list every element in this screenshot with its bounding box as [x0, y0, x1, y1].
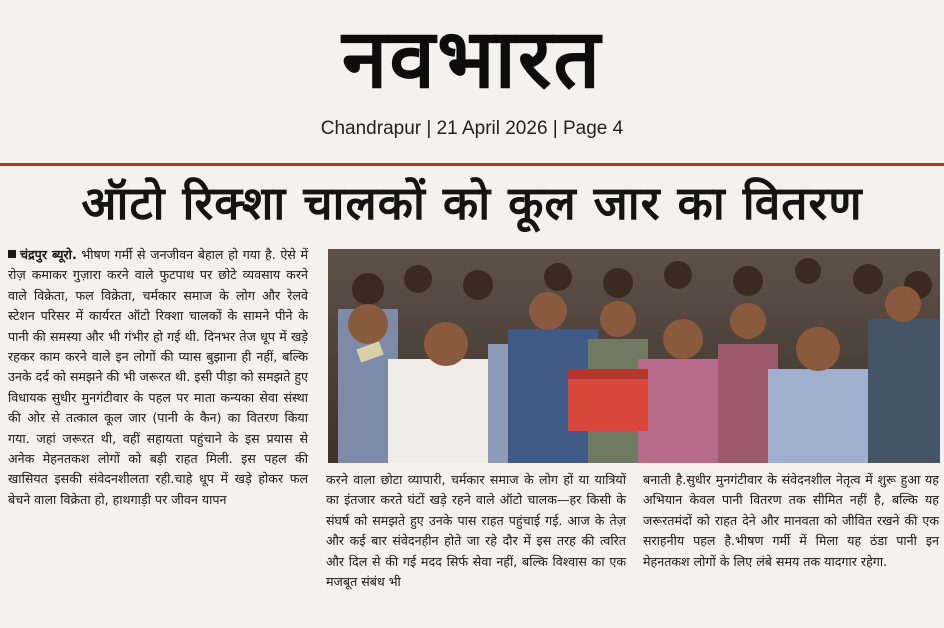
masthead	[0, 0, 944, 164]
article-headline: ऑटो रिक्शा चालकों को कूल जार का वितरण	[81, 176, 863, 230]
byline: चंद्रपुर ब्यूरो.	[20, 247, 77, 262]
masthead-divider	[0, 163, 944, 166]
article-column-2	[326, 470, 626, 592]
news-photo	[328, 249, 940, 463]
column-3-text: बनाती है.सुधीर मुनगंटीवार के संवेदनशील नेतृत्व में शुरू हुआ यह अभियान केवल पानी वितरण तक सीमित नहीं है, बल्कि यह जरूरतमंदों को राहत देने और मानवता को जीवित रखने की एक सराहनीय पहल है.भीषण गर्मी में मिला यह ठंडा पानी इन मेहनतकश लोगों के लिए लंबे समय तक यादगार रहेगा.	[643, 472, 939, 569]
column-1-text: भीषण गर्मी से जनजीवन बेहाल हो गया है. ऐसे में रोज़ कमाकर गुज़ारा करने वाले फुटपाथ पर छोटे व्यवसाय करने वाले विक्रेता, फल विक्रेता, चर्मकार समाज के लोग और रेलवे स्टेशन परिसर में कार्यरत ऑटो रिक्शा चालकों के सामने पीने के पानी की समस्या और भी गंभीर हो गई थी. दिनभर तेज धूप में खड़े रहकर काम करने वाले इन लोगों की प्यास बुझाना ही नहीं, बल्कि उनके दर्द को समझने की भी जरूरत थी. इसी पीड़ा को समझते हुए विधायक सुधीर मुनगंटीवार के पहल पर माता कन्यका सेवा संस्था की ओर से तत्काल कूल जार (पानी के कैन) का वितरण किया गया. जहां जरूरत थी, वहीं सहायता पहुंचाने के इस प्रयास से अनेक मेहनतकश लोगों को बड़ी राहत मिली. इस पहल की खासियत इसकी संवेदनशीलता रही.चाहे धूप में खड़े होकर फल बेचने वाला विक्रेता हो, हाथगाड़ी पर जीवन यापन	[8, 247, 308, 507]
column-2-text: करने वाला छोटा व्यापारी, चर्मकार समाज के लोग हों या यात्रियों का इंतजार करते घंटों खड़े रहने वाले ऑटो चालक—हर किसी के संघर्ष को समझते हुए उनके पास राहत पहुंचाई गई. आज के तेज़ और कई बार संवेदनहीन होते जा रहे दौर में इस तरह की त्वरित और दिल से की गई मदद सिर्फ सेवा नहीं, बल्कि विश्वास का एक मजबूत संबंध भी	[326, 472, 626, 590]
article-column-3	[643, 470, 939, 572]
bullet-icon	[8, 250, 16, 258]
article-column-1	[8, 245, 308, 510]
crowd-photo-illustration	[328, 249, 940, 463]
dateline: Chandrapur | 21 April 2026 | Page 4	[320, 118, 624, 139]
newspaper-title: नवभारत	[341, 12, 603, 107]
